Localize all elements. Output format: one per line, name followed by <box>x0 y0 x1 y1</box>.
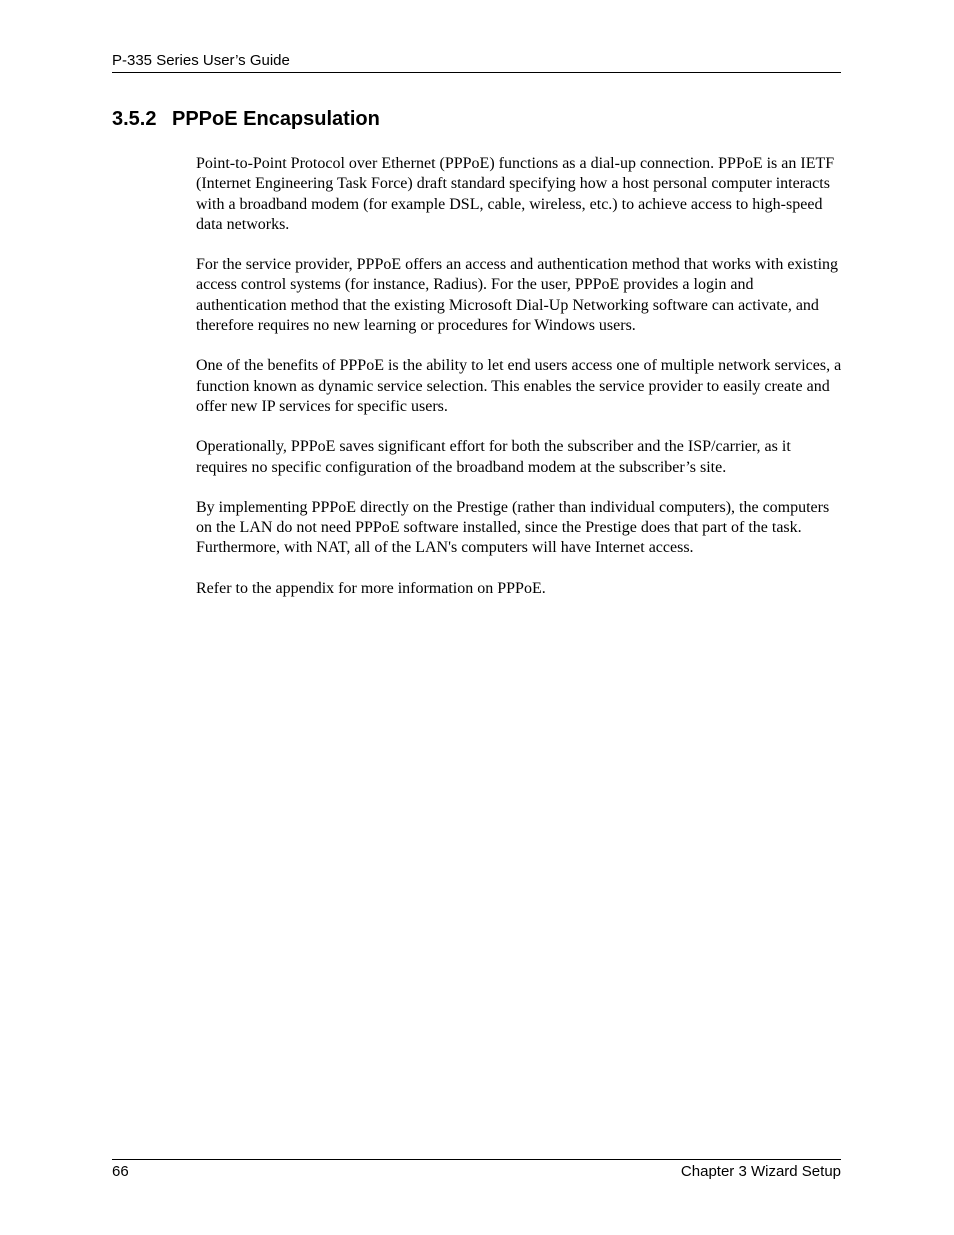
paragraph: Point-to-Point Protocol over Ethernet (PPPoE) functions as a dial-up connection. PPPoE is an IETF (Internet Engineering Task Force) draft standard specifying how a host personal computer interacts with a broadband modem (for example DSL, cable, wireless, etc.) to achieve access to high-speed data networks. <box>196 155 835 233</box>
section-heading <box>112 106 380 132</box>
paragraph: One of the benefits of PPPoE is the ability to let end users access one of multiple network services, a function known as dynamic service selection. This enables the service provider to easily create and offer new IP services for specific users. <box>196 357 842 415</box>
paragraph: Operationally, PPPoE saves significant effort for both the subscriber and the ISP/carrier, as it requires no specific configuration of the broadband modem at the subscriber’s site. <box>196 438 791 476</box>
page-header <box>112 50 841 73</box>
chapter-title: Chapter 3 Wizard Setup <box>680 1163 841 1180</box>
paragraph: By implementing PPPoE directly on the Prestige (rather than individual computers), the computers on the LAN do not need PPPoE software installed, since the Prestige does that part of the task. Furthermore, with NAT, all of the LAN's computers will have Internet access. <box>196 498 830 557</box>
paragraph: For the service provider, PPPoE offers an access and authentication method that works with existing access control systems (for instance, Radius). For the user, PPPoE provides a login and authentication method that the existing Microsoft Dial-Up Networking software can activate, and therefore requires no new learning or procedures for Windows users. <box>196 256 839 335</box>
body-text <box>196 154 844 619</box>
page-number: 66 <box>112 1163 129 1180</box>
paragraph: Refer to the appendix for more information on PPPoE. <box>196 579 546 597</box>
header-title: P-335 Series User’s Guide <box>112 52 290 69</box>
section-title: PPPoE Encapsulation <box>172 108 380 130</box>
section-number: 3.5.2 <box>112 108 157 130</box>
page-footer <box>112 1159 841 1184</box>
